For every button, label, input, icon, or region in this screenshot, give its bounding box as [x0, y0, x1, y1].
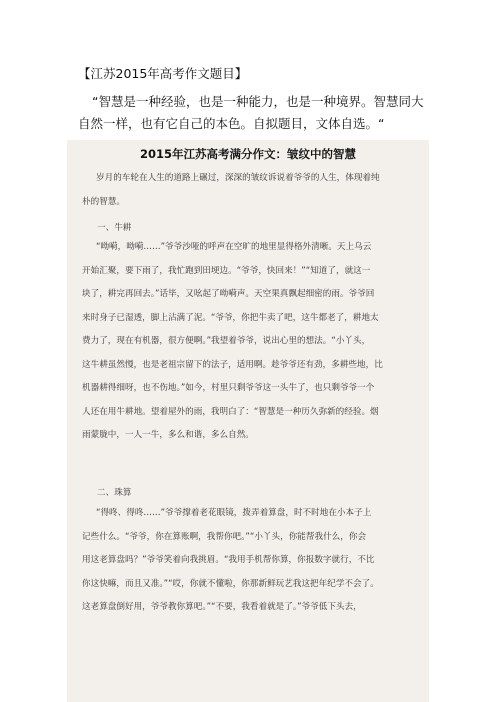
- text-line: 机器耕得细呀，也不伤地。”如今，村里只剩爷爷这一头牛了，也只剩爷爷一个: [82, 383, 375, 393]
- text-line: 用这老算盘吗？”爷爷笑着向我挑眉。“我用手机帮你算，你报数字就行，不比: [82, 555, 375, 565]
- text-line: 你这快嘛，而且又准。”“哎，你就不懂啦，你那新鲜玩艺我这把年纪学不会了。: [82, 578, 379, 589]
- text-line: 这牛耕虽然慢，也是老祖宗留下的法子，适用啊。趁爷爷还有劲，多耕些地，比: [82, 359, 383, 370]
- text-line: 雨蒙胧中，一人一牛，多么和谐，多么自然。: [82, 430, 254, 440]
- text-line: 记些什么。“爷爷，你在算账啊，我帮你吧。”“小丫头，你能帮我什么，你会: [82, 531, 367, 542]
- text-line: 开始汇聚，要下雨了，我忙跑到田埂边。“爷爷，快回来！”“知道了，就这一: [82, 265, 371, 276]
- text-line: 块了，耕完再回去。”话毕，又吆起了呦嗬声。天空果真飘起细密的雨。爷爷回: [82, 289, 375, 299]
- text-line: 来时身子已湿透，脚上沾满了泥。“爷爷，你把牛卖了吧，这牛都老了，耕地太: [82, 312, 379, 323]
- intro-paragraph: [82, 167, 422, 214]
- text-line: “呦嗬，呦嗬……”爷爷沙哑的呼声在空旷的地里显得格外清晰。天上乌云: [96, 242, 372, 252]
- text-line: 这老算盘倒好用，爷爷教你算吧。”“不要，我看着就是了。”爷爷低下头去，: [82, 602, 362, 612]
- section-heading-2: 二、珠算: [97, 488, 132, 498]
- page-heading: 【江苏2015年高考作文题目】: [78, 66, 248, 81]
- text-line: 朴的智慧。: [82, 196, 125, 207]
- prompt-paragraph: “智慧是一种经验，也是一种能力，也是一种境界。智慧同大自然一样，也有它自己的本色。自拟题目，文体自选。“: [78, 94, 424, 131]
- essay-title: 2015年江苏高考满分作文：皱纹中的智慧: [139, 147, 356, 161]
- section-1-paragraph: [82, 236, 422, 448]
- text-line: 人还在用牛耕地。望着屋外的雨，我明白了：“智慧是一种历久弥新的经验。烟: [82, 406, 379, 417]
- text-line: “得咚、得咚……”爷爷撑着老花眼镜，拨弄着算盘，时不时地在小本子上: [96, 508, 372, 518]
- section-2-paragraph: [82, 502, 422, 620]
- section-heading-1: 一、牛耕: [97, 223, 132, 233]
- essay-panel: [67, 140, 429, 702]
- text-line: 费力了，现在有机器，很方便啊。”我望着爷爷，说出心里的想法。“小丫头，: [82, 336, 371, 346]
- text-line: 岁月的车轮在人生的道路上碾过，深深的皱纹诉说着爷爷的人生，体现着纯: [96, 173, 380, 183]
